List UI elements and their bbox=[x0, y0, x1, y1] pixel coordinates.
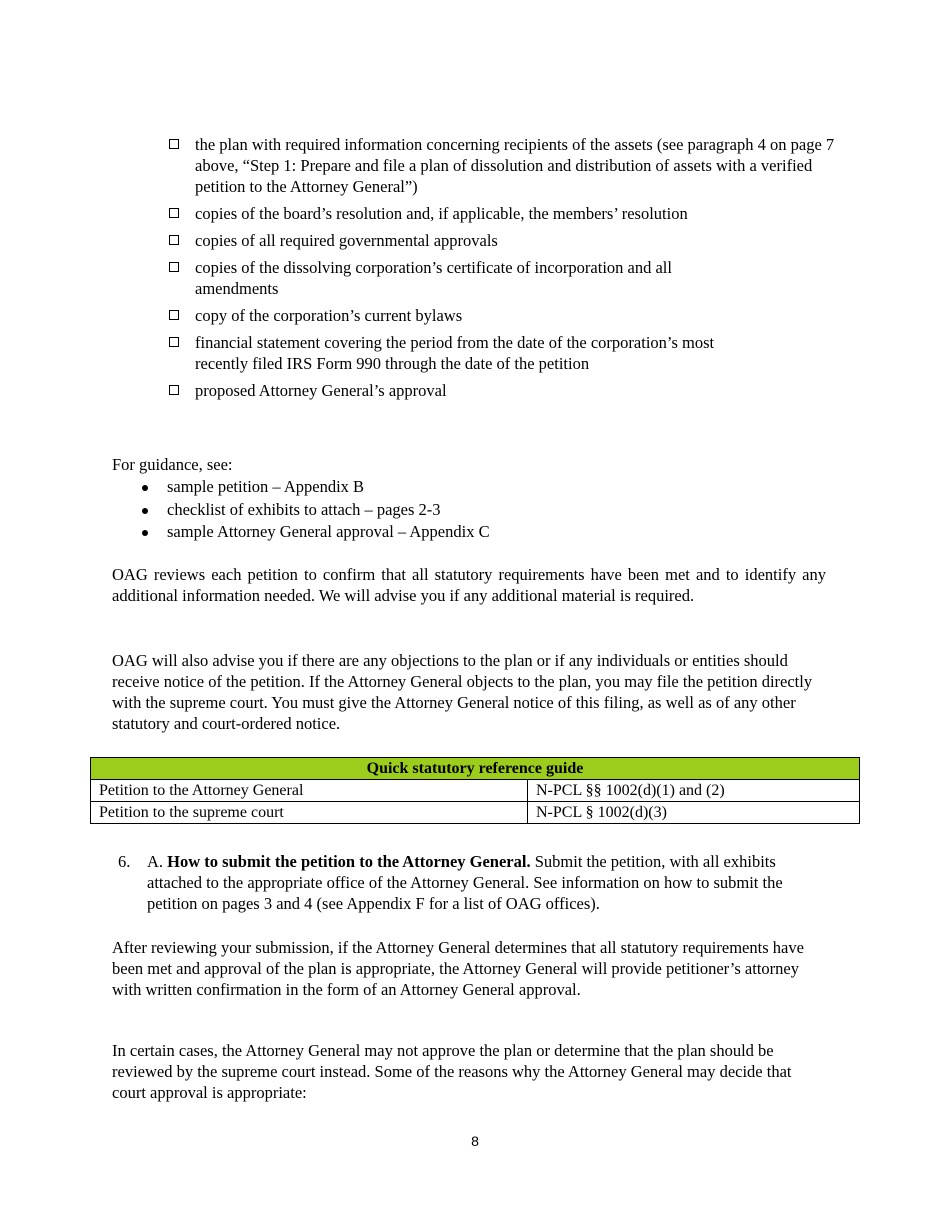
bullet-icon bbox=[142, 508, 148, 514]
guidance-item-text: sample petition – Appendix B bbox=[167, 477, 365, 496]
checklist-item bbox=[168, 230, 848, 251]
table-row bbox=[91, 780, 860, 802]
checklist-item-text: financial statement covering the period from the date of the corporation’s most recently filed IRS Form 990 through the date of the petition bbox=[195, 333, 715, 373]
guidance-item-text: checklist of exhibits to attach – pages 2-3 bbox=[167, 499, 441, 519]
guidance-item-text: sample Attorney General approval – Appendix C bbox=[167, 522, 490, 541]
certain-cases-paragraph: In certain cases, the Attorney General may not approve the plan or determine that the plan should be reviewed by the supreme court instead. Some of the reasons why the Attorney General may decide that court approval is appropriate: bbox=[112, 1041, 792, 1102]
after-review-paragraph: After reviewing your submission, if the Attorney General determines that all statutory requirements have been met and approval of the plan is appropriate, the Attorney General will provide petitioner’s attorney with written confirmation in the form of an Attorney General approval. bbox=[112, 938, 804, 999]
table-cell: Petition to the Attorney General bbox=[91, 780, 528, 802]
exhibit-checklist bbox=[168, 134, 848, 407]
bullet-icon bbox=[142, 485, 148, 491]
checklist-item bbox=[168, 257, 848, 299]
checklist-item-text: the plan with required information concerning recipients of the assets (see paragraph 4 on page 7 above, “Step 1: Prepare and file a plan of dissolution and distribution of assets with a verified petition to the Attorney General”) bbox=[195, 135, 835, 196]
statutory-reference-table bbox=[90, 757, 860, 824]
checklist-item bbox=[168, 305, 848, 326]
checklist-item-text: copies of the board’s resolution and, if applicable, the members’ resolution bbox=[195, 204, 688, 223]
bullet-icon bbox=[142, 530, 148, 536]
guidance-list bbox=[140, 476, 490, 544]
oag-review-paragraph: OAG reviews each petition to confirm that all statutory requirements have been met and to identify any additional information needed. We will advise you if any additional material is required. bbox=[112, 565, 826, 605]
checkbox-icon bbox=[169, 262, 179, 272]
guidance-intro: For guidance, see: bbox=[112, 455, 233, 474]
checkbox-icon bbox=[169, 310, 179, 320]
table-cell: N-PCL § 1002(d)(3) bbox=[528, 802, 860, 824]
checklist-item bbox=[168, 203, 848, 224]
guidance-item bbox=[140, 521, 490, 544]
step-text: Submit the petition, with all exhibits attached to the appropriate office of the Attorney General. See information on how to submit the petition on pages 3 and 4 (see Appendix F for a list of OAG offices). bbox=[147, 852, 783, 913]
table-row bbox=[91, 802, 860, 824]
checklist-item-text: copy of the corporation’s current bylaws bbox=[195, 306, 463, 325]
checkbox-icon bbox=[169, 208, 179, 218]
checkbox-icon bbox=[169, 385, 179, 395]
table-cell: Petition to the supreme court bbox=[91, 802, 528, 824]
table-title: Quick statutory reference guide bbox=[91, 758, 860, 780]
step-6-item bbox=[118, 851, 818, 914]
step-heading: How to submit the petition to the Attorney General. bbox=[167, 852, 531, 871]
checklist-item-text: proposed Attorney General’s approval bbox=[195, 381, 447, 400]
step-prefix: A. bbox=[147, 852, 168, 871]
checklist-item bbox=[168, 332, 848, 374]
step-number: 6. bbox=[118, 852, 131, 871]
checklist-item-text: copies of the dissolving corporation’s certificate of incorporation and all amendments bbox=[195, 258, 672, 298]
oag-objections-paragraph: OAG will also advise you if there are any objections to the plan or if any individuals or entities should receive notice of the petition. If the Attorney General objects to the plan, you may file the petition directly with the supreme court. You must give the Attorney General notice of this filing, as well as of any other statutory and court-ordered notice. bbox=[112, 651, 813, 733]
page-number: 8 bbox=[471, 1133, 479, 1149]
checkbox-icon bbox=[169, 139, 179, 149]
checklist-item bbox=[168, 134, 848, 197]
guidance-item bbox=[140, 499, 490, 522]
table-cell: N-PCL §§ 1002(d)(1) and (2) bbox=[528, 780, 860, 802]
guidance-item bbox=[140, 476, 490, 499]
step-body bbox=[118, 851, 818, 914]
checklist-item bbox=[168, 380, 848, 401]
table-header-row bbox=[91, 758, 860, 780]
checkbox-icon bbox=[169, 337, 179, 347]
checklist-item-text: copies of all required governmental approvals bbox=[195, 231, 498, 250]
checkbox-icon bbox=[169, 235, 179, 245]
